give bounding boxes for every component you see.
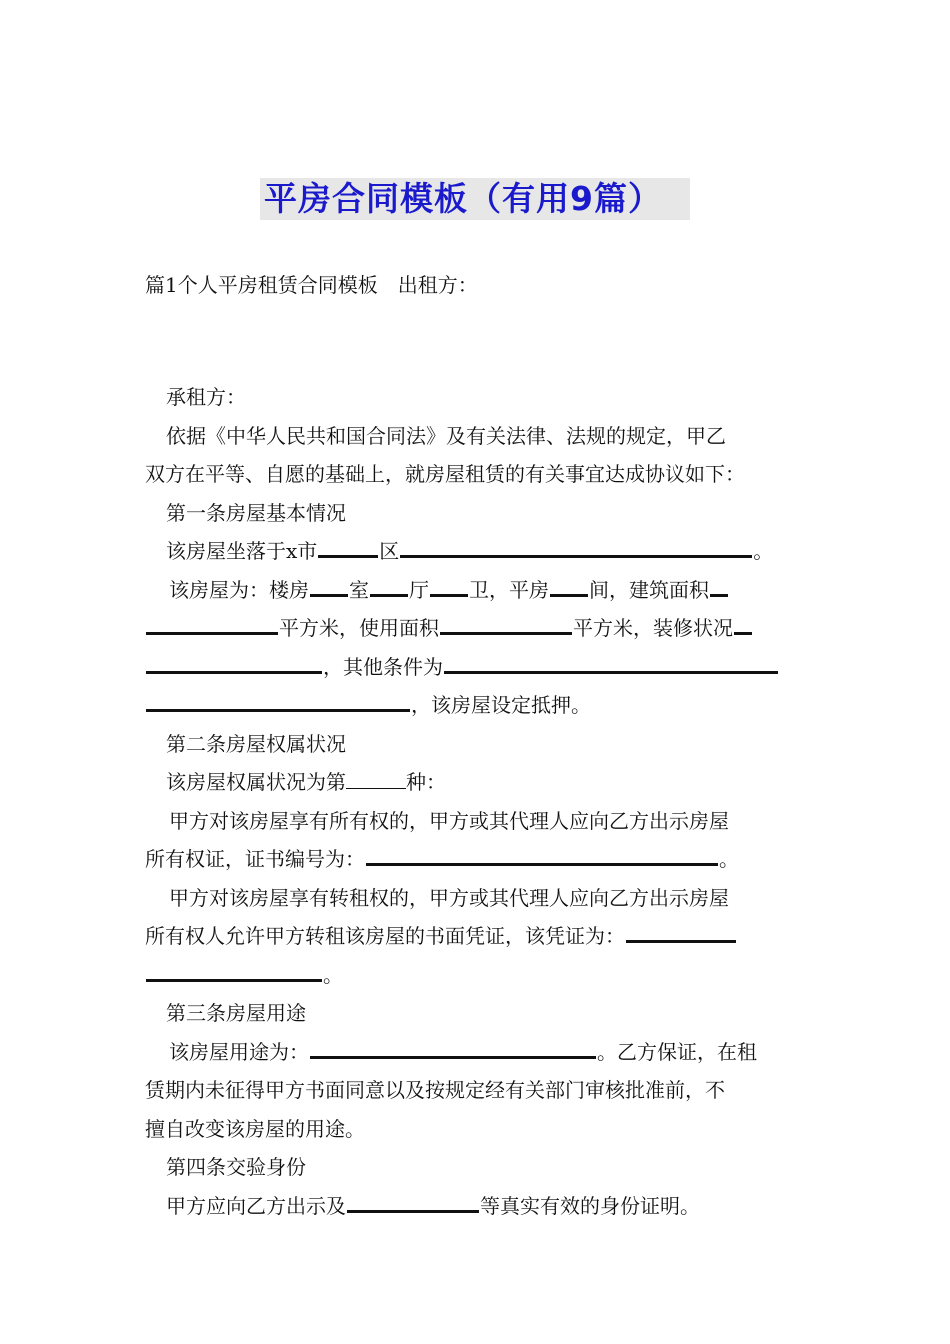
blank-line bbox=[734, 612, 752, 635]
article-2-sublease-3: 。 bbox=[145, 956, 810, 995]
article-2-ownership-1: 甲方对该房屋享有所有权的，甲方或其代理人应向乙方出示房屋 bbox=[169, 808, 729, 833]
blank-line bbox=[318, 535, 378, 558]
article-3-use: 该房屋用途为： 。乙方保证，在租 bbox=[145, 1033, 810, 1072]
article-3-restriction-end: 擅自改变该房屋的用途。 bbox=[145, 1116, 365, 1141]
blank-line bbox=[626, 920, 736, 943]
blank-line bbox=[400, 535, 752, 558]
article-2-title: 第二条房屋权属状况 bbox=[166, 731, 346, 756]
intro-block bbox=[145, 266, 810, 305]
blank-line bbox=[146, 689, 410, 712]
article-2-type: 该房屋权属状况为第 种： bbox=[166, 770, 446, 794]
blank-line bbox=[310, 574, 348, 597]
blank-line bbox=[370, 574, 408, 597]
blank-line bbox=[444, 651, 778, 674]
blank-line bbox=[430, 574, 468, 597]
article-3-restriction: 赁期内未征得甲方书面同意以及按规定经有关部门审核批准前，不 bbox=[145, 1078, 725, 1102]
article-2-sublease-1: 甲方对该房屋享有转租权的，甲方或其代理人应向乙方出示房屋 bbox=[169, 885, 729, 910]
blank-line bbox=[710, 574, 728, 597]
basis-line-2: 双方在平等、自愿的基础上，就房屋租赁的有关事宜达成协议如下： bbox=[145, 462, 745, 486]
blank-line bbox=[550, 574, 588, 597]
article-1-conditions: ，其他条件为 bbox=[145, 648, 810, 687]
title-container bbox=[0, 178, 950, 220]
blank-line bbox=[440, 612, 572, 635]
blank-line bbox=[347, 1190, 479, 1213]
article-2-ownership-2: 所有权证，证书编号为： 。 bbox=[145, 840, 810, 879]
blank-line bbox=[146, 612, 278, 635]
blank-line bbox=[146, 651, 322, 674]
basis-line-1: 依据《中华人民共和国合同法》及有关法律、法规的规定，甲乙 bbox=[166, 423, 726, 448]
article-4-title: 第四条交验身份 bbox=[166, 1155, 306, 1179]
article-1-area: 平方米，使用面积 平方米，装修状况 bbox=[145, 609, 810, 648]
article-1-title: 第一条房屋基本情况 bbox=[166, 500, 346, 525]
article-1-description: 该房屋为：楼房 室 厅 卫，平房 间，建筑面积 bbox=[145, 571, 810, 610]
contract-body bbox=[145, 378, 810, 1225]
article-4-identity: 甲方应向乙方出示及 等真实有效的身份证明。 bbox=[145, 1187, 810, 1226]
intro-line: 篇1个人平房租赁合同模板 出租方： bbox=[145, 273, 478, 297]
article-2-sublease-2: 所有权人允许甲方转租该房屋的书面凭证，该凭证为： bbox=[145, 917, 810, 956]
article-1-location: 该房屋坐落于x市 区 。 bbox=[145, 532, 810, 571]
document-title: 平房合同模板（有用9篇） bbox=[260, 178, 690, 220]
blank-line bbox=[366, 843, 718, 866]
article-1-mortgage: ，该房屋设定抵押。 bbox=[145, 686, 810, 725]
article-3-title: 第三条房屋用途 bbox=[166, 1001, 306, 1025]
blank-line bbox=[346, 768, 406, 789]
blank-line bbox=[146, 959, 322, 982]
blank-line bbox=[310, 1036, 596, 1059]
tenant-line: 承租方： bbox=[166, 385, 246, 409]
